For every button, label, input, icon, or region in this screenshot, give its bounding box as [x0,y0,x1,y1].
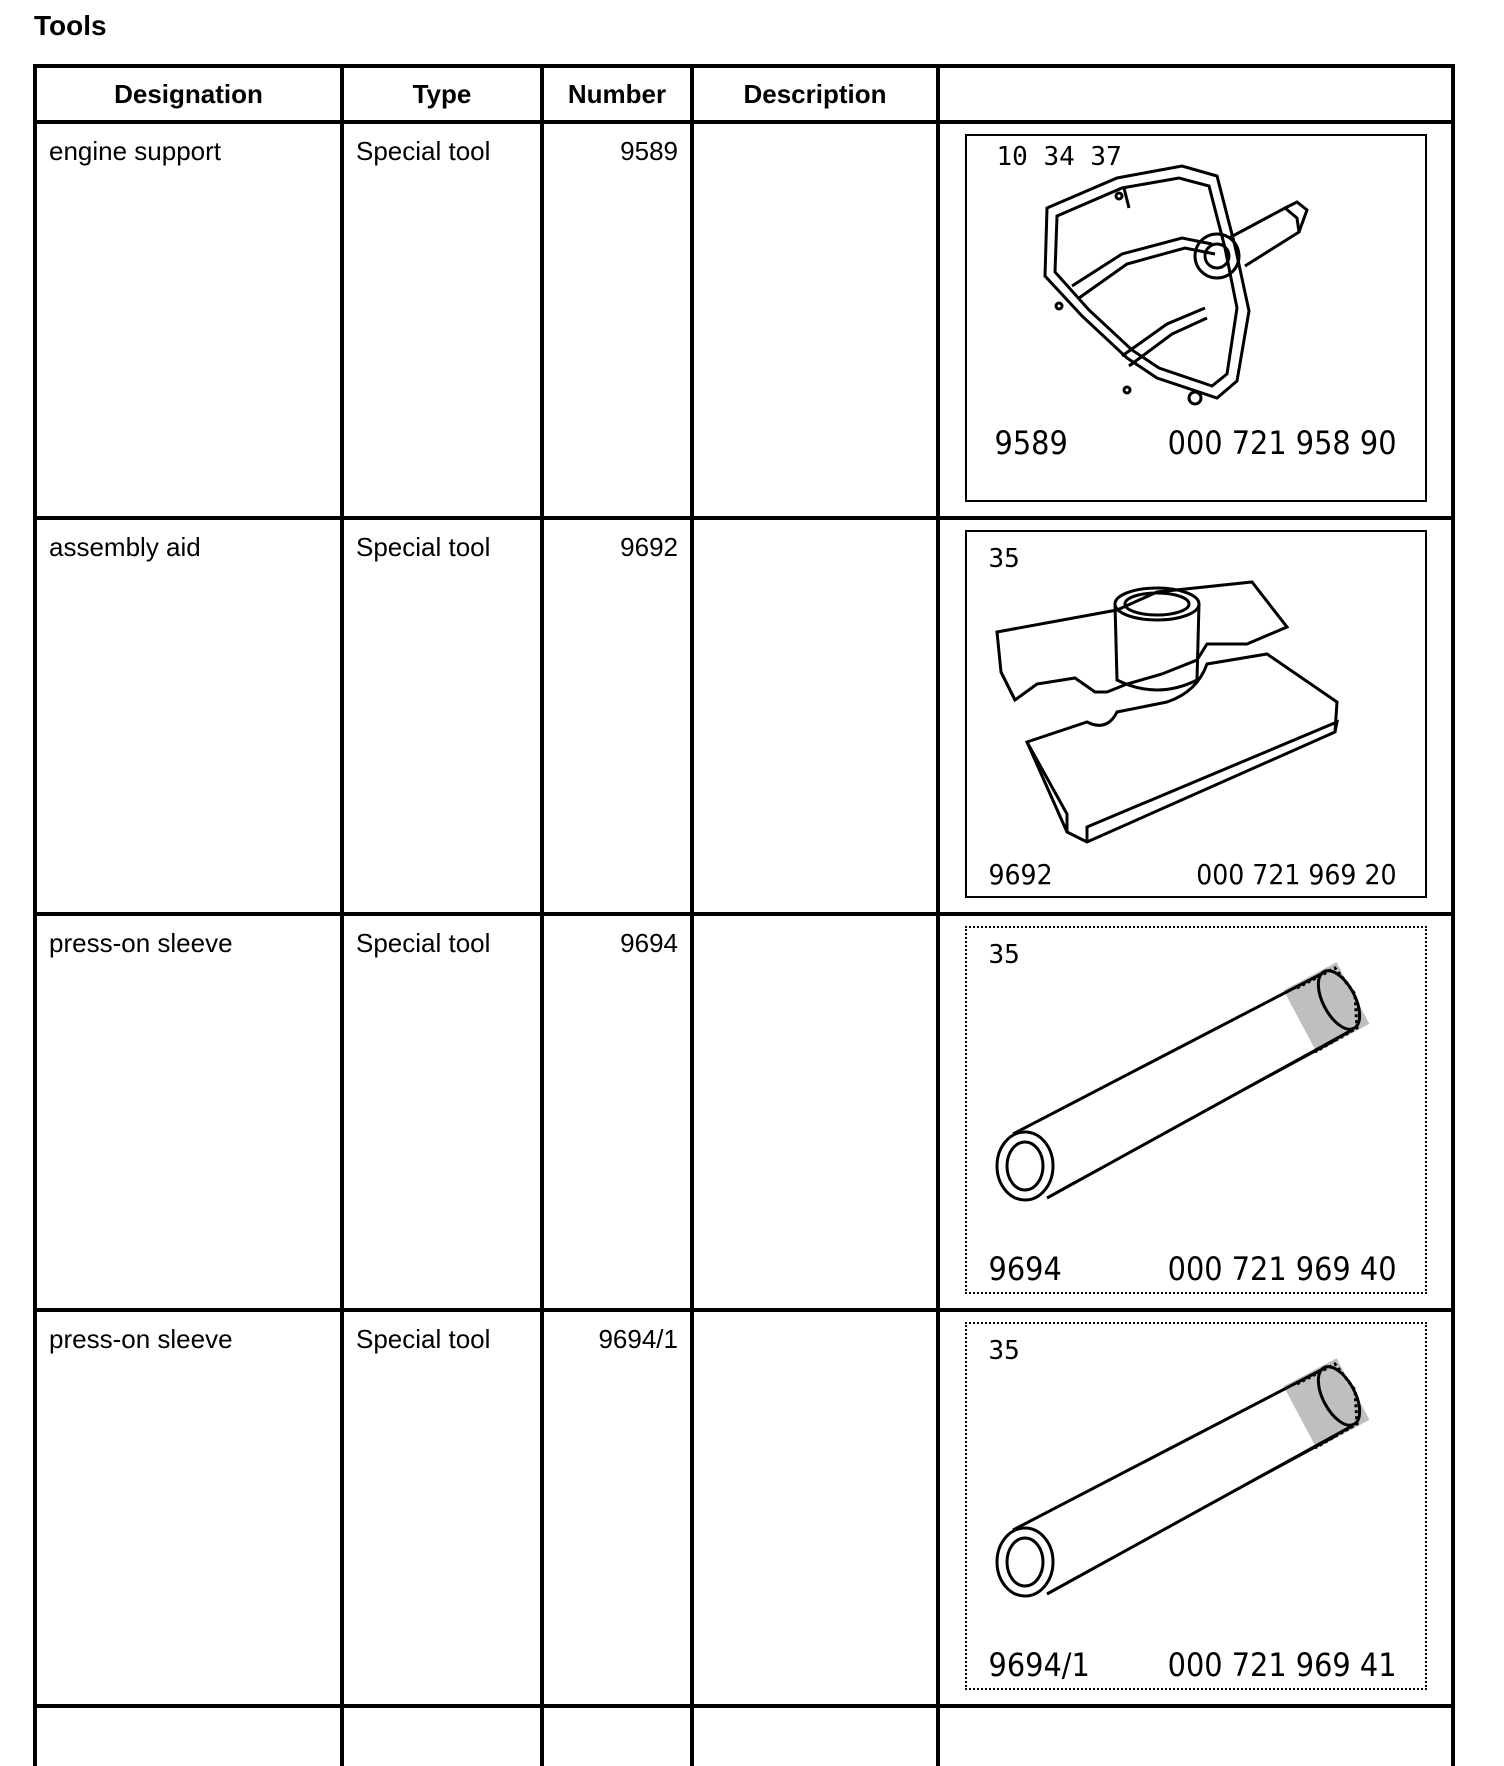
table-row [35,518,1453,914]
number-text: 9694/1 [598,1324,678,1354]
type-cell [342,518,542,914]
description-cell [692,914,938,1310]
figure-ref-label: 35 [988,544,1020,574]
type-cell [342,1310,542,1706]
description-text [694,520,936,532]
type-text: Special tool [356,1324,491,1354]
header-number: Number [542,66,692,122]
number-cell [542,1706,692,1766]
figure-tool-number: 9589 [994,424,1068,462]
figure-part-number: 000 721 969 20 [1196,858,1397,891]
number-cell [542,122,692,518]
header-description: Description [692,66,938,122]
figure-tool-number: 9694 [988,1250,1062,1288]
designation-text: press-on sleeve [49,1324,233,1354]
figure-tool-number: 9694/1 [988,1646,1090,1684]
table-row [35,1706,1453,1766]
description-cell [692,1310,938,1706]
number-cell [542,914,692,1310]
designation-cell [35,1706,342,1766]
number-text: 9692 [620,532,678,562]
designation-text: assembly aid [49,532,201,562]
header-image [938,66,1453,122]
number-text: 9589 [620,136,678,166]
description-cell [692,122,938,518]
table-header-row [35,66,1453,122]
image-cell [938,518,1453,914]
figure-part-number: 000 721 969 40 [1167,1250,1397,1288]
figure-ref-label: 35 [988,1336,1020,1366]
designation-text: press-on sleeve [49,928,233,958]
description-cell [692,1706,938,1766]
tool-figure [965,530,1427,898]
type-text: Special tool [356,532,491,562]
designation-cell [35,1310,342,1706]
table-row [35,1310,1453,1706]
table-row [35,914,1453,1310]
designation-cell [35,122,342,518]
figure-ref-label: 35 [988,940,1020,970]
figure-tool-number: 9692 [988,858,1053,891]
tool-figure [965,926,1427,1294]
type-text: Special tool [356,928,491,958]
image-cell [938,1706,1453,1766]
designation-text: engine support [49,136,222,166]
type-text: Special tool [356,136,491,166]
tool-figure [965,134,1427,502]
designation-cell [35,914,342,1310]
figure-part-number: 000 721 969 41 [1167,1646,1397,1684]
designation-cell [35,518,342,914]
description-text [694,916,936,928]
tools-table [33,64,1455,1766]
type-cell [342,1706,542,1766]
figure-part-number: 000 721 958 90 [1167,424,1397,462]
type-cell [342,122,542,518]
number-cell [542,1310,692,1706]
image-cell [938,122,1453,518]
header-designation: Designation [35,66,342,122]
description-cell [692,518,938,914]
header-type: Type [342,66,542,122]
table-row [35,122,1453,518]
press-on-sleeve-drawing-icon [967,1324,1425,1688]
type-cell [342,914,542,1310]
image-cell [938,1310,1453,1706]
description-text [694,124,936,136]
tool-figure [965,1322,1427,1690]
press-on-sleeve-drawing-icon [967,928,1425,1292]
number-cell [542,518,692,914]
number-text: 9694 [620,928,678,958]
assembly-aid-plate-drawing-icon [967,532,1425,896]
figure-ref-label: 10 34 37 [996,142,1122,172]
page-title: Tools [34,10,107,41]
image-cell [938,914,1453,1310]
description-text [694,1312,936,1324]
